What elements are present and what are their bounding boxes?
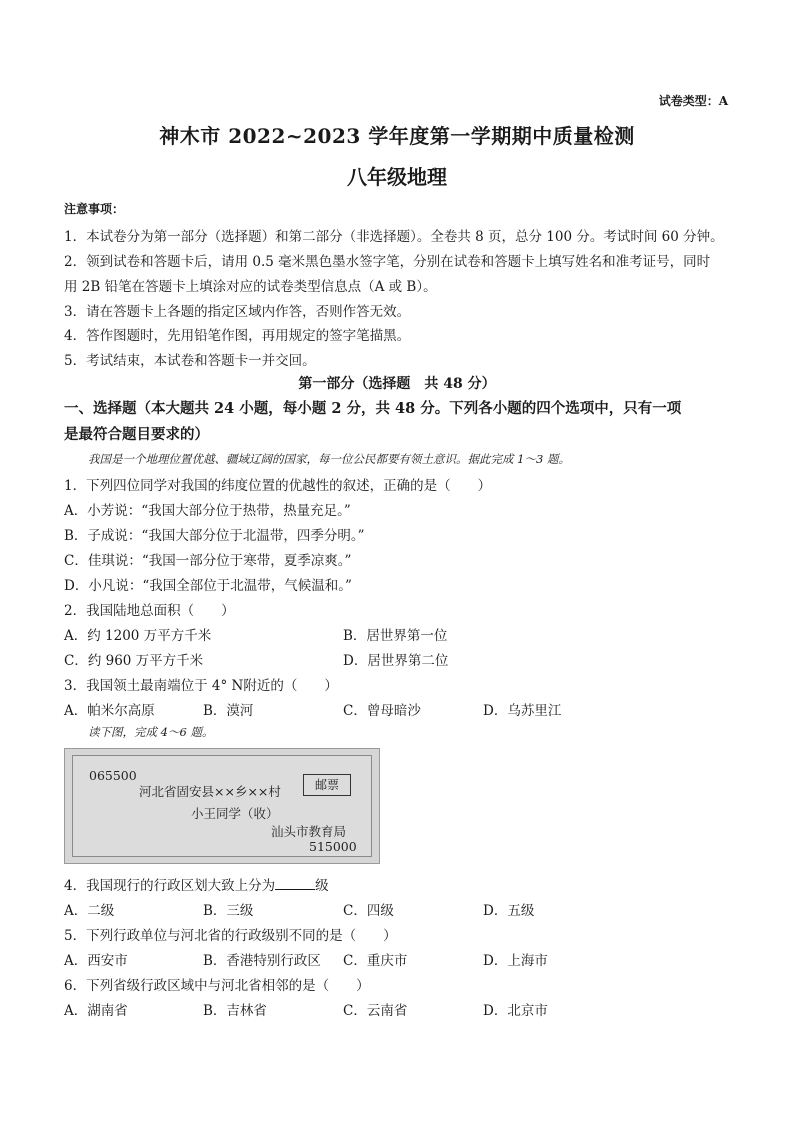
notice-item: 用 2B 铅笔在答题卡上填涂对应的试卷类型信息点（A 或 B）。 [64, 279, 437, 295]
question-4-option-a: A．二级 [64, 903, 115, 919]
notice-item: 4．答作图题时，先用铅笔作图，再用规定的签字笔描黑。 [64, 328, 411, 344]
question-1-option-b: B．子成说：“我国大部分位于北温带，四季分明。” [64, 528, 365, 544]
question-3-stem: 3．我国领土最南端位于 4° N附近的（ ） [64, 678, 338, 694]
question-4-stem [64, 874, 329, 894]
envelope-to-postcode: 515000 [309, 839, 357, 854]
material-intro-4-6: 读下图，完成 4～6 题。 [88, 725, 214, 739]
envelope-figure [64, 748, 380, 864]
exam-title: 神木市 2022~2023 学年度第一学期期中质量检测 [159, 124, 635, 148]
question-3-option-b: B．漠河 [203, 703, 254, 719]
question-1-option-a: A．小芳说：“我国大部分位于热带，热量充足。” [64, 503, 351, 519]
question-5-stem: 5．下列行政单位与河北省的行政级别不同的是（ ） [64, 928, 397, 944]
question-5-option-d: D．上海市 [483, 953, 548, 969]
section-instruction-cont: 是最符合题目要求的） [64, 426, 209, 443]
envelope-address: 河北省固安县××乡××村 [139, 784, 281, 799]
question-2-stem: 2．我国陆地总面积（ ） [64, 603, 235, 619]
question-6-stem: 6．下列省级行政区域中与河北省相邻的是（ ） [64, 978, 370, 994]
question-5-option-b: B．香港特别行政区 [203, 953, 321, 969]
exam-subject: 八年级地理 [347, 165, 447, 189]
question-6-option-b: B．吉林省 [203, 1003, 267, 1019]
exam-type-label: 试卷类型：A [658, 94, 728, 108]
question-3-option-c: C．曾母暗沙 [343, 703, 421, 719]
question-6-option-a: A．湖南省 [64, 1003, 128, 1019]
question-6-option-d: D．北京市 [483, 1003, 548, 1019]
question-1-option-d: D．小凡说：“我国全部位于北温带，气候温和。” [64, 578, 352, 594]
question-4-option-b: B．三级 [203, 903, 254, 919]
question-1-option-c: C．佳琪说：“我国一部分位于寒带，夏季凉爽。” [64, 553, 352, 569]
envelope-from-postcode: 065500 [89, 768, 137, 783]
question-4-option-c: C．四级 [343, 903, 394, 919]
question-3-option-a: A．帕米尔高原 [64, 703, 155, 719]
question-2-option-d: D．居世界第二位 [343, 653, 449, 669]
question-6-option-c: C．云南省 [343, 1003, 408, 1019]
question-5-option-a: A．西安市 [64, 953, 128, 969]
material-intro-1-3: 我国是一个地理位置优越、疆域辽阔的国家，每一位公民都要有领土意识。据此完成 1～3 题。 [88, 452, 570, 466]
envelope-face [72, 755, 372, 857]
question-4-option-d: D．五级 [483, 903, 535, 919]
notice-item: 1．本试卷分为第一部分（选择题）和第二部分（非选择题）。全卷共 8 页，总分 100 分。考试时间 60 分钟。 [64, 229, 724, 245]
section-heading: 第一部分（选择题 共 48 分） [298, 376, 496, 392]
envelope-recipient: 小王同学（收） [191, 806, 279, 821]
question-4-stem-text: 4．我国现行的行政区划大致上分为 [64, 878, 276, 894]
question-4-stem-suffix: 级 [315, 878, 329, 894]
envelope-stamp-box: 邮票 [303, 774, 351, 796]
envelope-sender: 汕头市教育局 [271, 824, 347, 839]
question-3-option-d: D．乌苏里江 [483, 703, 562, 719]
notice-item: 5．考试结束，本试卷和答题卡一并交回。 [64, 353, 316, 369]
notice-item: 3．请在答题卡上各题的指定区域内作答，否则作答无效。 [64, 304, 411, 320]
notice-item: 2．领到试卷和答题卡后，请用 0.5 毫米黑色墨水签字笔，分别在试卷和答题卡上填写姓名和准考证号，同时 [64, 254, 711, 270]
question-2-option-b: B．居世界第一位 [343, 628, 448, 644]
question-2-option-a: A．约 1200 万平方千米 [64, 628, 212, 644]
question-1-stem: 1．下列四位同学对我国的纬度位置的优越性的叙述，正确的是（ ） [64, 478, 492, 494]
section-instruction: 一、选择题（本大题共 24 小题，每小题 2 分，共 48 分。下列各小题的四个选项中，只有一项 [64, 400, 682, 417]
question-5-option-c: C．重庆市 [343, 953, 408, 969]
notice-heading: 注意事项： [64, 202, 125, 216]
question-2-option-c: C．约 960 万平方千米 [64, 653, 204, 669]
answer-blank [275, 877, 315, 890]
